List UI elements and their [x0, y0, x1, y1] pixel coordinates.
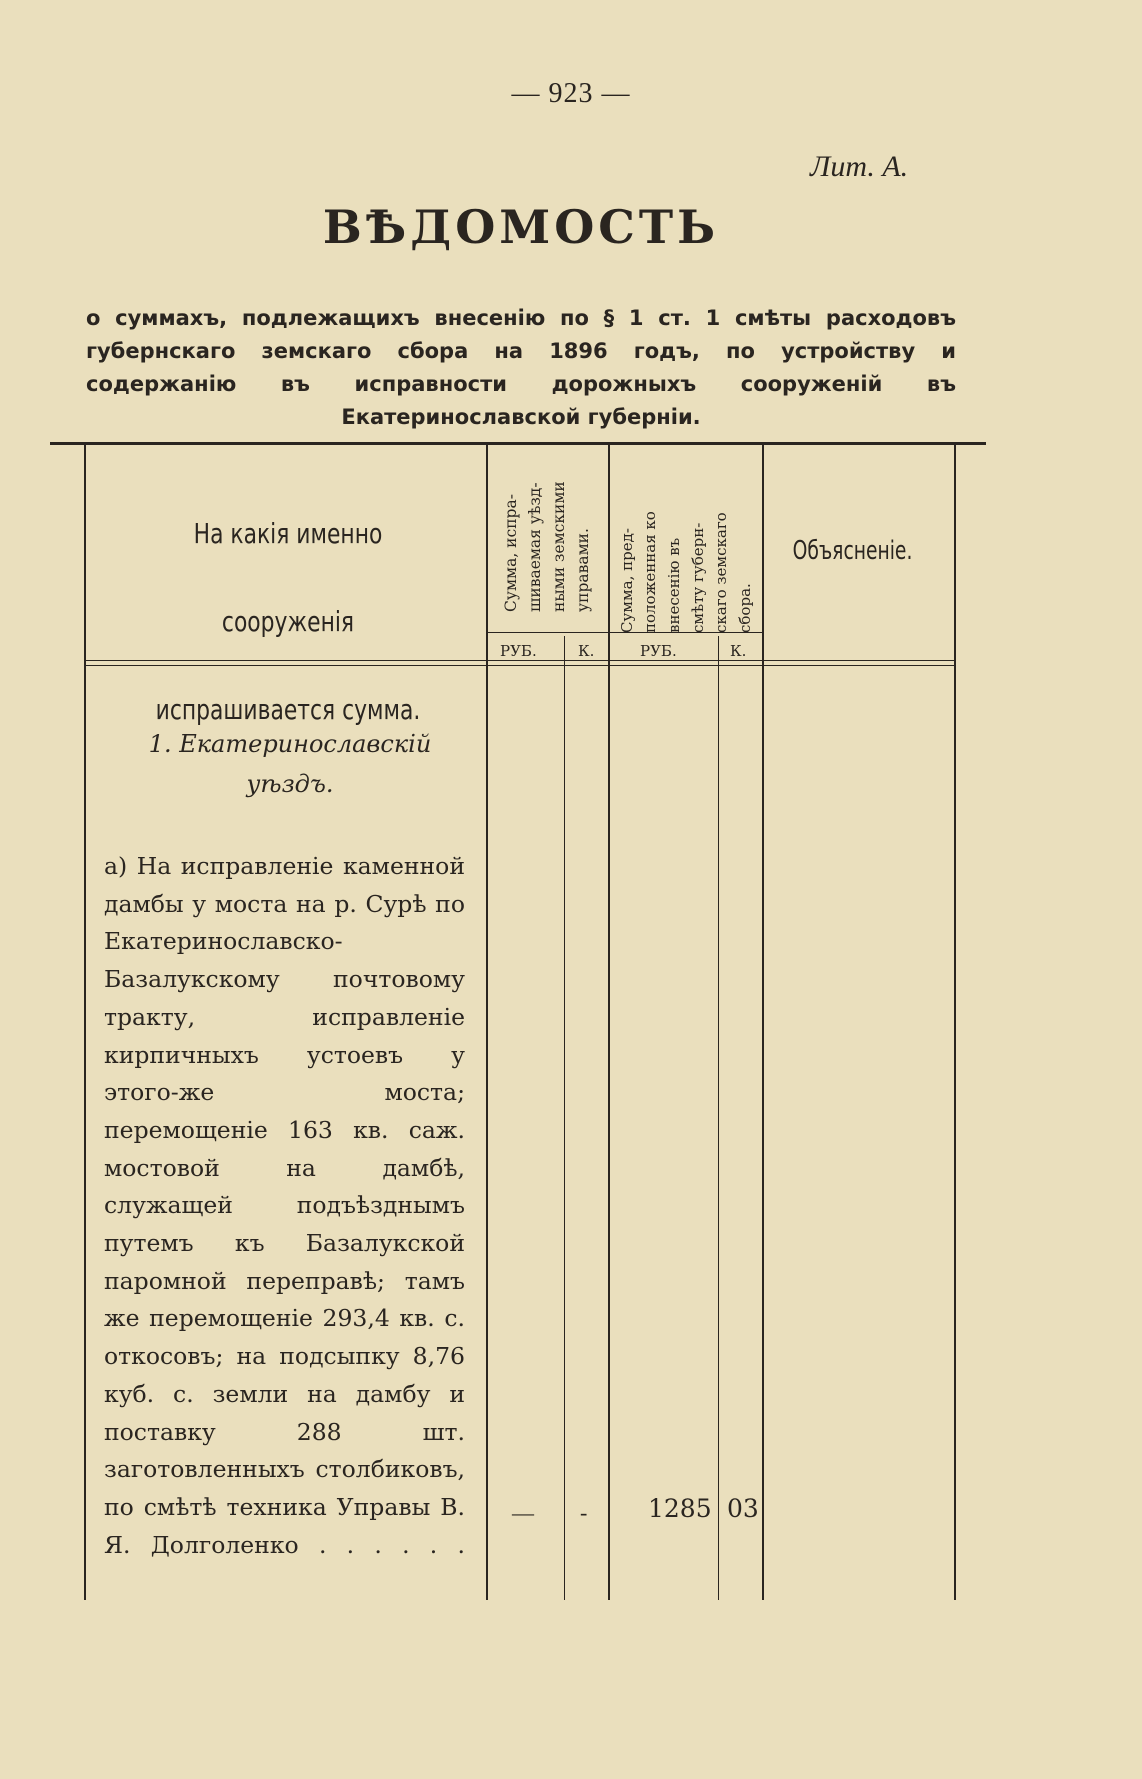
item-text: а) На исправленіе каменной дамбы у моста на р. Сурѣ по Екатеринославско-Базалукскому почтовому тракту, исправленіе кирпичныхъ устоевъ у этого-же моста; перемощеніе 163 кв. саж. мостовой на дамбѣ, служащей подъѣзднымъ путемъ къ Базалукской паромной переправѣ; тамъ же перемощеніе 293,4 кв. с. откосовъ; на подсыпку 8,76 куб. с. земли на дамбу и поставку 288 шт. заготовленныхъ столбиковъ, по смѣтѣ техника Управы В. Я. Долголенко — [104, 852, 465, 1559]
item-description — [104, 848, 465, 1564]
table-right-border — [954, 444, 956, 1600]
table-left-border — [84, 444, 86, 1600]
header-text-line: внесенію въ — [665, 537, 684, 633]
document-subtitle: о суммахъ, подлежащихъ внесенію по § 1 ст. 1 смѣты расходовъ губернскаго земскаго сбора на 1896 годъ, по устройству и содержанію въ исправности дорожныхъ сооруженій въ Екатеринославской губерніи. — [86, 306, 956, 429]
header-text-line: ными земскими — [549, 481, 568, 612]
column-header-works-line2: испрашивается сумма. — [155, 693, 421, 726]
col-divider-1 — [486, 444, 488, 1600]
column-header-requested — [499, 448, 595, 612]
column-header-explanation: Объясненіе. — [792, 536, 913, 566]
requested-kop-dash: - — [580, 1500, 588, 1525]
header-text-line: управами. — [573, 528, 592, 612]
header-text-line: смѣту губерн- — [688, 522, 707, 633]
header-text-line: сбора. — [736, 583, 755, 633]
unit-kop-proposed: К. — [730, 642, 747, 660]
column-header-works-line1: На какія именно сооруженія — [193, 517, 383, 638]
table-top-rule — [50, 442, 986, 445]
item-dots: . . . . . . — [318, 1530, 465, 1559]
requested-rub-dash: — — [512, 1500, 534, 1525]
unit-rub-proposed: РУБ. — [640, 642, 677, 660]
header-text-line: скаго земскаго — [712, 512, 731, 633]
kop-divider-1 — [564, 636, 565, 1600]
kop-divider-2 — [718, 636, 719, 1600]
column-header-works — [132, 490, 444, 754]
header-text-line: положенная ко — [641, 511, 660, 633]
col-divider-3 — [762, 444, 764, 1600]
unit-rub-requested: РУБ. — [500, 642, 537, 660]
unit-kop-requested: К. — [578, 642, 595, 660]
header-text-line: Сумма, пред- — [617, 528, 636, 633]
header-text-line: шиваемая уѣзд- — [525, 482, 544, 612]
proposed-kop-value: 03 — [727, 1494, 759, 1523]
column-header-proposed — [615, 469, 757, 633]
page-number: — 923 — — [511, 78, 631, 109]
proposed-rub-value: 1285 — [648, 1494, 712, 1523]
district-heading: 1. Екатеринославскій уѣздъ. — [148, 730, 432, 798]
col-divider-2 — [608, 444, 610, 1600]
header-text-line: Сумма, испра- — [501, 494, 520, 612]
literal-mark: Лит. А. — [810, 150, 909, 183]
document-title: ВѢДОМОСТЬ — [322, 200, 720, 254]
